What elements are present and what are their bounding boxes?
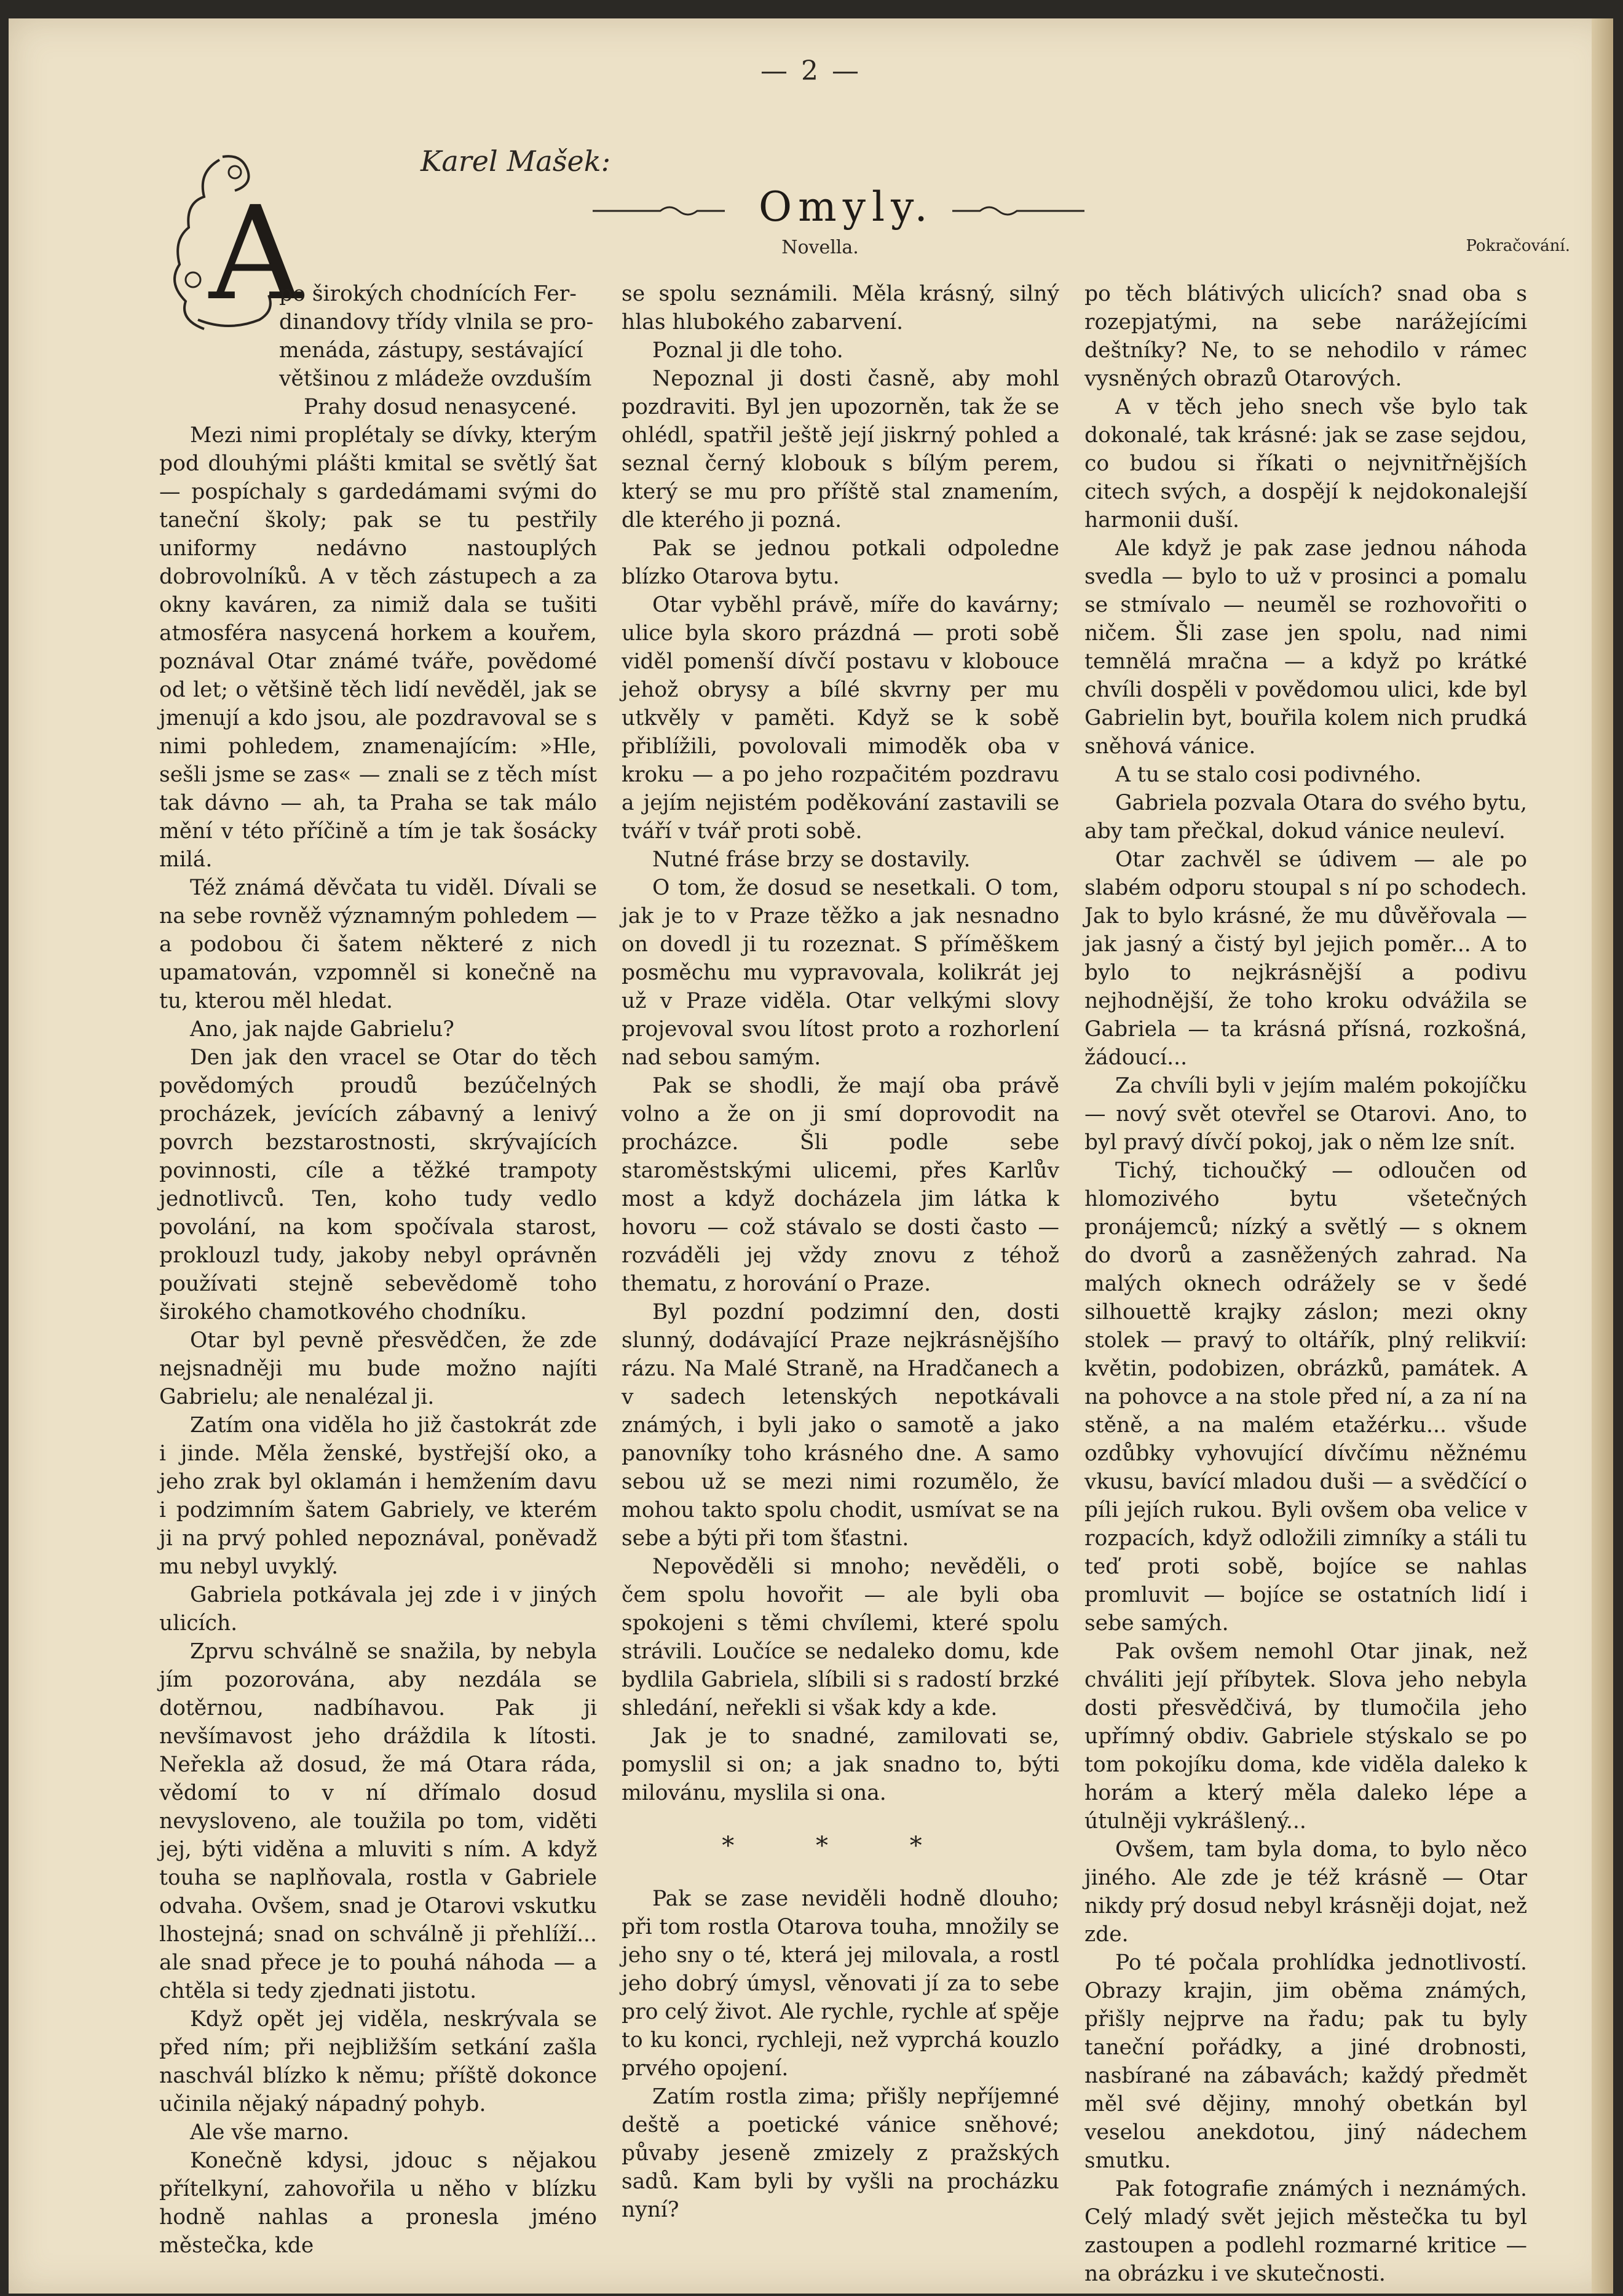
paragraph: A tu se stalo cosi podivného. <box>1115 762 1422 787</box>
paragraph: Ano, jak najde Gabrielu? <box>190 1017 454 1042</box>
author-name: Karel Mašek: <box>421 144 611 178</box>
text-column-2 <box>622 280 1059 2224</box>
paragraph: Nutné fráse brzy se dostavily. <box>652 847 971 872</box>
paragraph: se spolu seznámili. Měla krásný, silný hlas hlubokého zabarvení. <box>622 282 1059 335</box>
paragraph: Den jak den vracel se Otar do těch povědomých proudů bezúčelných procházek, jevících zábavný a lenivý povrch bezstarostnosti, skrývajících povinnosti, cíle a těžké trampoty jednotlivců. Ten, koho tudy vedlo povolání, na kom spočívala starost, proklouzl tudy, jakoby nebyl oprávněn používati stejně sebevědomě toho širokého chamotkového chodníku. <box>159 1045 597 1324</box>
magazine-page <box>9 18 1613 2294</box>
title-flourish-right-icon <box>949 192 1091 229</box>
continuation-label: Pokračování. <box>1466 237 1570 255</box>
paragraph: Pak fotografie známých i neznámých. Celý mladý svět jejich městečka tu byl zastoupen a podlehl rozmarné kritice — na obrázku i ve skutečnosti. <box>1084 2177 1527 2286</box>
paragraph: Po té počala prohlídka jednotlivostí. Obrazy krajin, jim oběma známých, přišly nejprve na řadu; pak tu byly taneční pořádky, a jiné drobnosti, nasbírané na zábavách; každý předmět měl své dějiny, mnohý obetkán byl veselou anekdotou, jiný nádechem smutku. <box>1084 1950 1527 2173</box>
paragraph: Ale když je pak zase jednou náhoda svedla — bylo to už v prosinci a pomalu se stmívalo — neuměl se rozhovořiti o ničem. Šli zase jen spolu, nad nimi temnělá mračna — a když po krátké chvíli dospěli v povědomou ulici, kde byl Gabrielin byt, bouřila kolem nich prudká sněhová vánice. <box>1084 536 1527 759</box>
paragraph: Pak ovšem nemohl Otar jinak, než chváliti její příbytek. Slova jeho nebyla dosti přesvědčivá, by tlumočila jeho upřímný obdiv. Gabriele stýskalo se po tom pokojíku doma, kde viděla daleko k horám a který měla daleko lépe a útulněji vykrášlený... <box>1084 1639 1527 1834</box>
paragraph: Gabriela potkávala jej zde i v jiných ulicích. <box>159 1583 597 1636</box>
paragraph: po těch blátivých ulicích? snad oba s rozepjatými, na sebe narážejícími deštníky? Ne, to se nehodilo v rámec vysněných obrazů Otarových. <box>1084 282 1527 391</box>
paragraph: Pak se jednou potkali odpoledne blízko Otarova bytu. <box>622 536 1059 589</box>
article-subtitle: Novella. <box>781 237 859 258</box>
paragraph-lead-line: dinandovy třídy vlnila se pro- <box>279 310 594 335</box>
paragraph: Když opět jej viděla, neskrývala se před ním; při nejbližším setkání zašla naschvál blízko k němu; příště dokonce učinila nějaký nápadný pohyb. <box>159 2007 597 2116</box>
paragraph: Též známá děvčata tu viděl. Dívali se na sebe rovněž významným pohledem — a podobou či šatem některé z nich upamatován, vzpomněl si konečně na tu, kterou měl hledat. <box>159 876 597 1013</box>
text-column-3 <box>1084 280 1527 2288</box>
paragraph: Ovšem, tam byla doma, to bylo něco jiného. Ale zde je též krásně — Otar nikdy prý dosud nebyl krásněji dojat, než zde. <box>1084 1837 1527 1947</box>
text-column-1 <box>159 280 597 2260</box>
paragraph: Konečně kdysi, jdouc s nějakou přítelkyní, zahovořila u něho v blízku hodně nahlas a pronesla jméno městečka, kde <box>159 2148 597 2258</box>
title-block <box>586 183 1091 232</box>
paragraph: Zprvu schválně se snažila, by nebyla jím pozorována, aby nezdála se dotěrnou, nadbíhavou. Pak ji nevšímavost jeho dráždila k lítosti. Neřekla až dosud, že má Otara ráda, vědomí to v ní dřímalo dosud nevysloveno, ale toužila po tom, viděti jej, býti viděna a mluviti s ním. A když touha se naplňovala, rostla v Gabriele odvaha. Ovšem, snad je Otarovi vskutku lhostejná; snad on schválně ji přehlíží... ale snad přece je to pouhá náhoda — a chtěla si tedy zjednati jistotu. <box>159 1639 597 2003</box>
page-spine <box>1592 18 1613 2294</box>
paragraph: Zatím ona viděla ho již častokrát zde i jinde. Měla ženské, bystřejší oko, a jeho zrak byl oklamán i hemžením davu i podzimním šatem Gabriely, ve kterém ji na prvý pohled nepoznával, poněvadž mu nebyl uvyklý. <box>159 1413 597 1579</box>
paragraph: Otar zachvěl se údivem — ale po slabém odporu stoupal s ní po schodech. Jak to bylo krásné, že mu důvěřovala — jak jasný a čistý byl jejich poměr... A to bylo to nejkrásnější a podivu nejhodnější, že toho kroku odvážila se Gabriela — ta krásná přísná, rozkošná, žádoucí... <box>1084 847 1527 1070</box>
paragraph: Otar vyběhl právě, míře do kavárny; ulice byla skoro prázdná — proti sobě viděl pomenší dívčí postavu v klobouce jehož obrysy a bílé skvrny per mu utkvěly v paměti. Když se k sobě přiblížili, povolovali mimoděk oba v kroku — a po jeho rozpačitém pozdravu a jejím nejistém poděkování zastavili se tváří v tvář proti sobě. <box>622 593 1059 844</box>
paragraph: Nepověděli si mnoho; nevěděli, o čem spolu hovořit — ale byli oba spokojeni s těmi chvílemi, které spolu strávili. Loučíce se nedaleko domu, kde bydlila Gabriela, slíbili si s radostí brzké shledání, neřekli si však kdy a kde. <box>622 1554 1059 1720</box>
paragraph-lead-line: Prahy dosud nenasycené. <box>304 395 577 419</box>
title-flourish-left-icon <box>586 192 728 229</box>
section-break-asterisks: * * * <box>722 1832 959 1860</box>
paragraph: Za chvíli byli v jejím malém pokojíčku — nový svět otevřel se Otarovi. Ano, to byl pravý dívčí pokoj, jak o něm lze snít. <box>1084 1074 1527 1155</box>
paragraph: Zatím rostla zima; přišly nepříjemné deště a poetické vánice sněhové; půvaby jeseně zmizely z pražských sadů. Kam byli by vyšli na procházku nyní? <box>622 2084 1059 2222</box>
page-number: — 2 — <box>760 55 861 87</box>
paragraph: Jak je to snadné, zamilovati se, pomyslil si on; a jak snadno to, býti milovánu, myslila si ona. <box>622 1724 1059 1805</box>
paragraph: Mezi nimi proplétaly se dívky, kterým pod dlouhými plášti kmital se světlý šat — pospíchaly s gardedámami svými do taneční školy; pak se tu pestřily uniformy nedávno nastouplých dobrovolníků. A v těch zástupech a za okny kaváren, za nimiž dala se tušiti atmosféra nasycená horkem a kouřem, poznával Otar známé tváře, povědomé od let; o většině těch lidí nevěděl, jak se jmenují a kdo jsou, ale pozdravoval se s nimi pohledem, znamenajícím: »Hle, sešli jsme se zas« — znali se z těch míst tak dávno — ah, ta Praha se tak málo mění v této příčině a tím je tak šosácky milá. <box>159 423 597 872</box>
paragraph: Tichý, tichoučký — odloučen od hlomozivého bytu všetečných pronájemců; nízký a světlý — s oknem do dvorů a zasněžených zahrad. Na malých oknech odrážely se v šedé silhouettě krajky záslon; mezi okny stolek — pravý to oltářík, plný relikvií: květin, podobizen, obrázků, památek. A na pohovce a na stole před ní, a za ní na stěně, a na malém etažérku... všude ozdůbky vyhovující dívčímu něžnému vkusu, bavící mladou duši — a svědčící o píli jejích rukou. Byli ovšem oba velice v rozpacích, když odložili zimníky a stáli tu teď proti sobě, bojíce se nahlas promluvit — bojíce se ostatních lidí i sebe samých. <box>1084 1158 1527 1636</box>
article-title: Omyly. <box>759 183 934 231</box>
paragraph: O tom, že dosud se nesetkali. O tom, jak je to v Praze těžko a jak nesnadno on dovedl ji tu rozeznat. S příměškem posměchu mu vypravovala, kolikrát jej už v Praze viděla. Otar velkými slovy projevoval svou lítost proto a rozhorlení nad sebou samým. <box>622 876 1059 1070</box>
paragraph: Gabriela pozvala Otara do svého bytu, aby tam přečkal, dokud vánice neuleví. <box>1084 791 1527 844</box>
paragraph-lead-line: po širokých chodnících Fer- <box>279 282 577 306</box>
paragraph: Pak se shodli, že mají oba právě volno a že on ji smí doprovodit na procházce. Šli podle sebe staroměstskými ulicemi, přes Karlův most a když docházela jim látka k hovoru — což stávalo se dosti často — rozváděli jej vždy znovu z téhož thematu, z horování o Praze. <box>622 1074 1059 1296</box>
paragraph: Byl pozdní podzimní den, dosti slunný, dodávající Praze nejkrásnějšího rázu. Na Malé Straně, na Hradčanech a v sadech letenských nepotkávali známých, i byli jako o samotě a jako panovníky toho krásného dne. A samo sebou už se mezi nimi rozumělo, že mohou takto spolu chodit, usmívat se na sebe a býti při tom šťastni. <box>622 1300 1059 1551</box>
paragraph: Pak se zase neviděli hodně dlouho; při tom rostla Otarova touha, množily se jeho sny o té, která jej milovala, a rostl jeho dobrý úmysl, věnovati jí za to sebe pro celý život. Ale rychle, rychle ať spěje to ku konci, rychleji, než vyprchá kouzlo prvého opojení. <box>622 1886 1059 2081</box>
paragraph: Otar byl pevně přesvědčen, že zde nejsnadněji mu bude možno najíti Gabrielu; ale nenalézal ji. <box>159 1328 597 1409</box>
paragraph-lead-line: většinou z mládeže ovzduším <box>279 366 592 391</box>
paragraph: Ale vše marno. <box>190 2120 350 2145</box>
svg-text:A: A <box>209 178 302 329</box>
paragraph: Poznal ji dle toho. <box>652 338 843 363</box>
paragraph-lead-line: menáda, zástupy, sestávající <box>279 338 583 363</box>
paragraph: A v těch jeho snech vše bylo tak dokonalé, tak krásné: jak se zase sejdou, co budou si říkati o nejvnitřnějších citech svých, a dospějí k nejdokonalejší harmonii duší. <box>1084 395 1527 532</box>
paragraph: Nepoznal ji dosti časně, aby mohl pozdraviti. Byl jen upozorněn, tak že se ohlédl, spatřil ještě její jiskrný pohled a seznal černý klobouk s bílým perem, který se mu pro příště stal znamením, dle kterého ji pozná. <box>622 366 1059 532</box>
